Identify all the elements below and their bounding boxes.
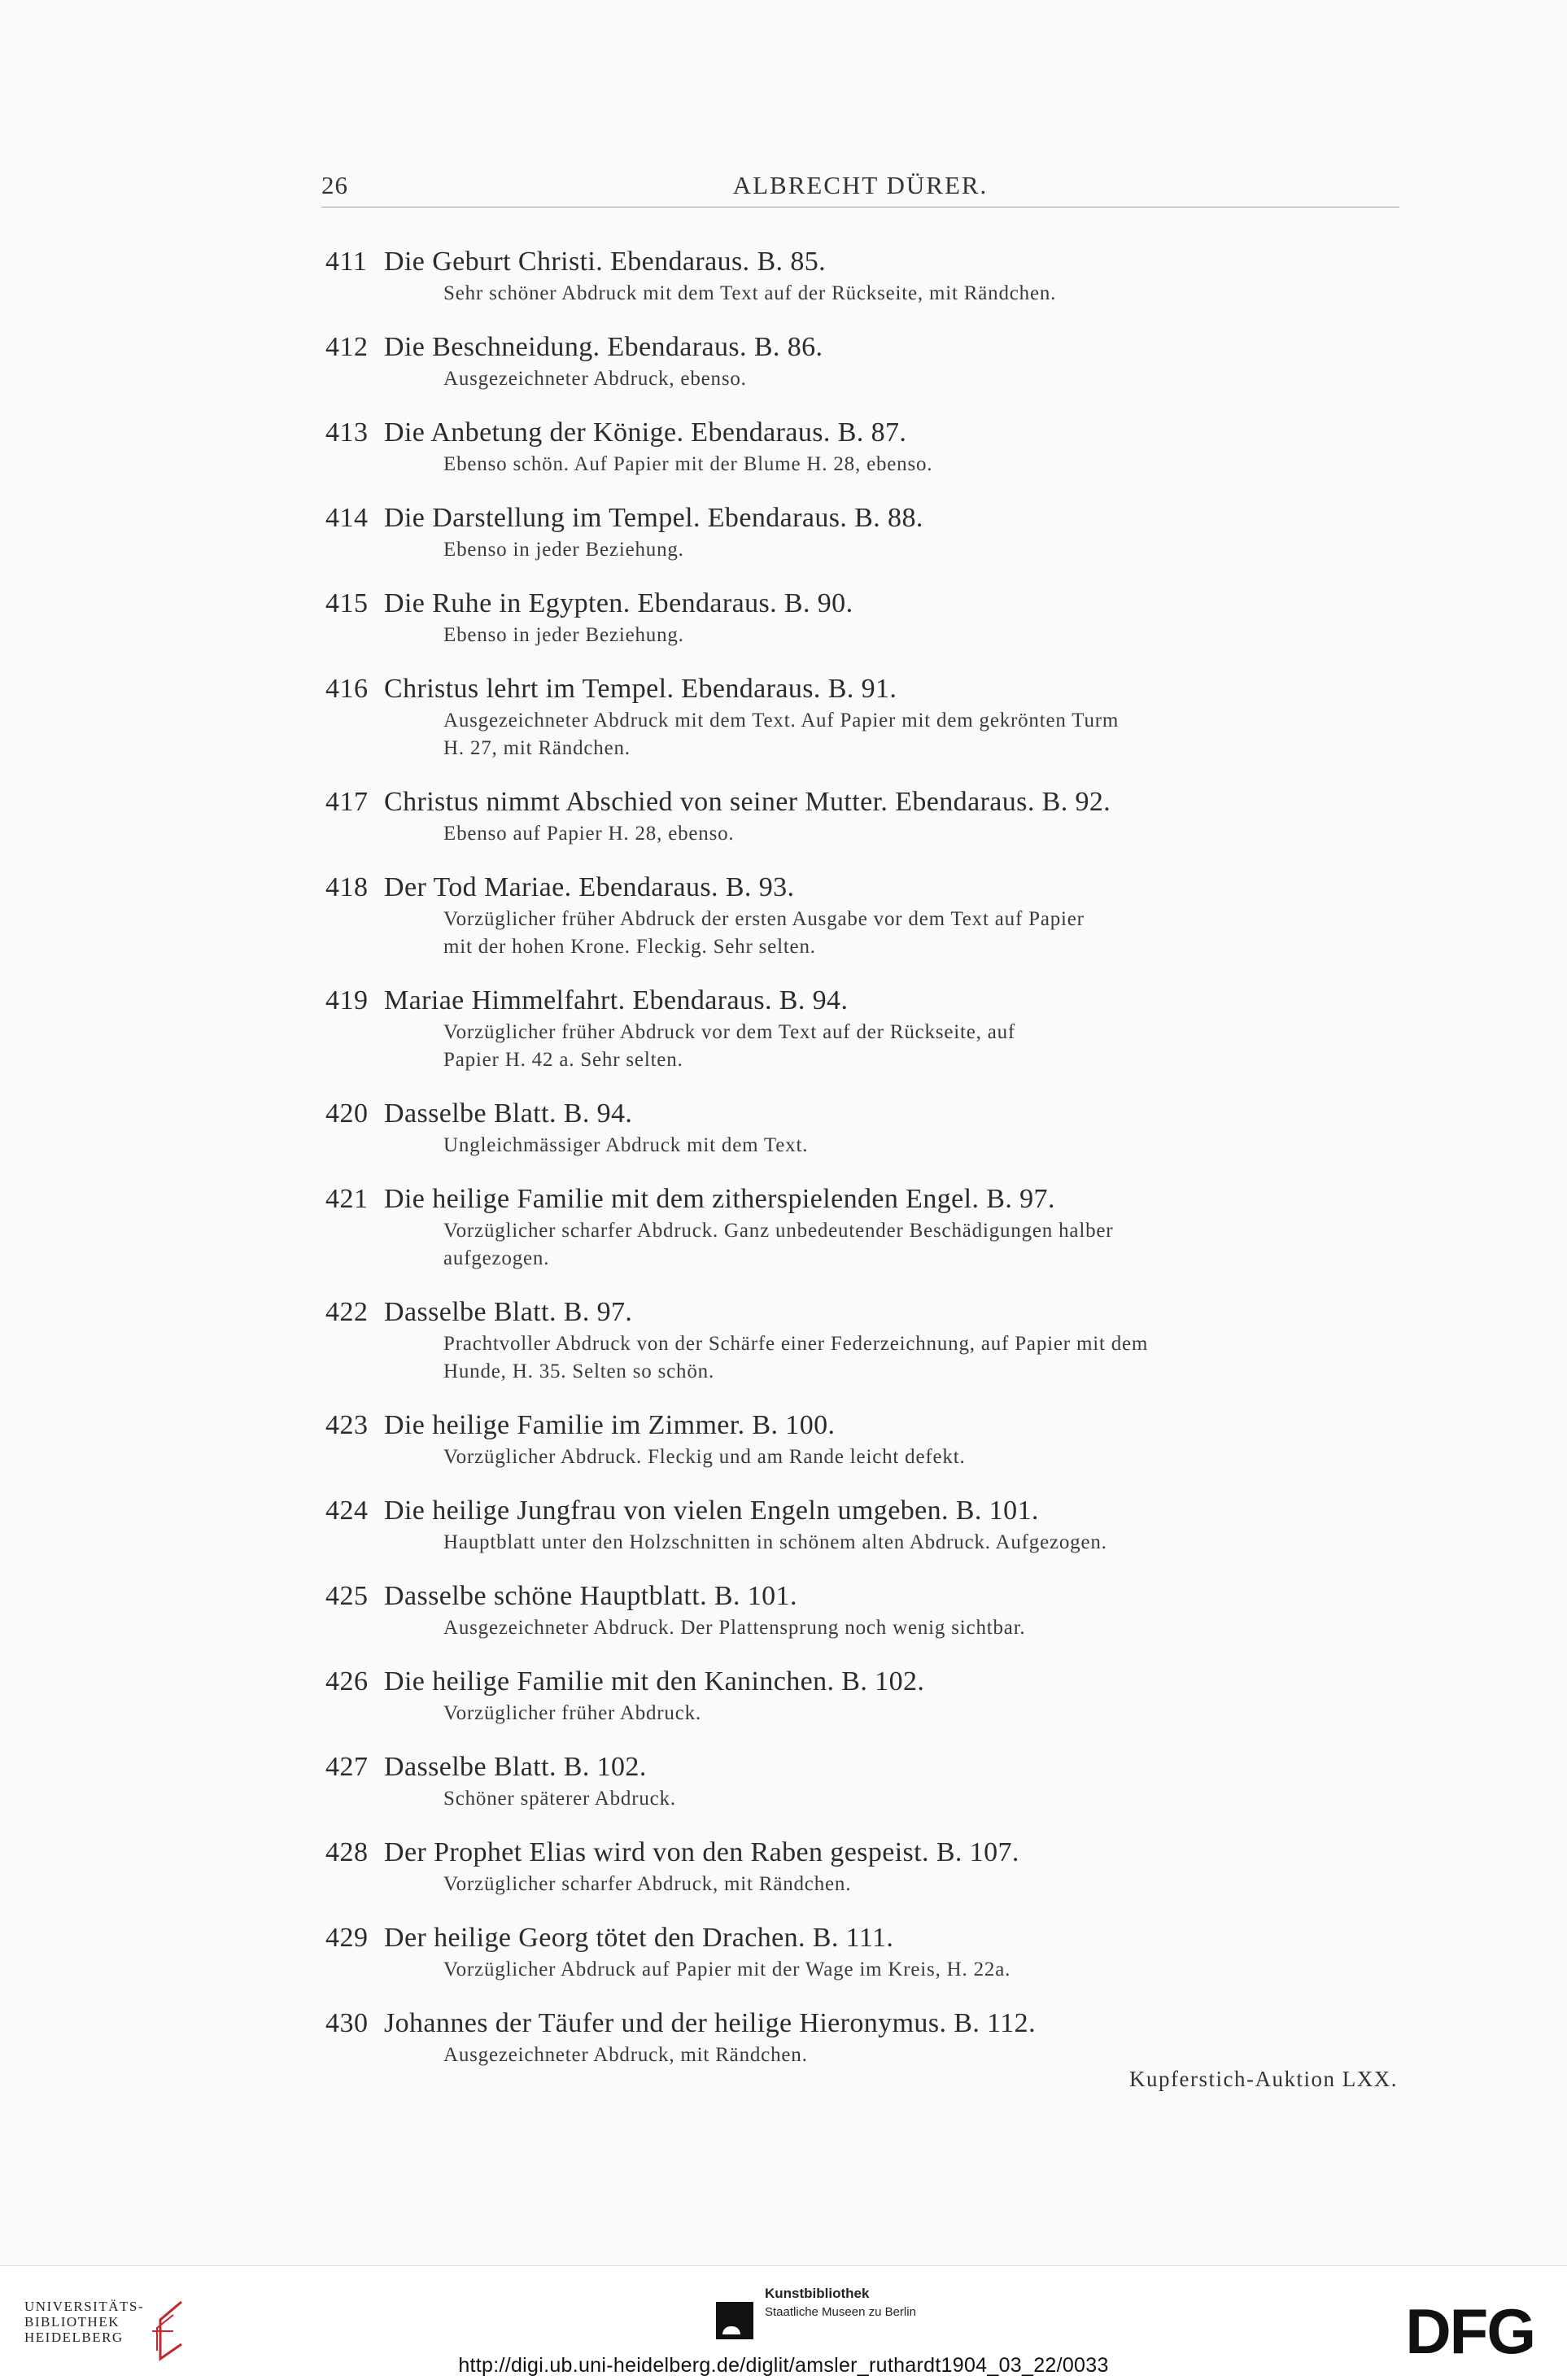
entry-heading (325, 671, 1408, 707)
permalink-url[interactable]: http://digi.ub.uni-heidelberg.de/diglit/amsler_ruthardt1904_03_22/0033 (458, 2354, 1109, 2377)
dfg-logo[interactable]: DFG (1405, 2295, 1534, 2367)
lot-number: 412 (325, 332, 369, 362)
catalogue-entry (325, 1920, 1408, 1984)
entry-description-line: Papier H. 42 a. Sehr selten. (443, 1049, 683, 1071)
catalogue-entry (325, 870, 1408, 961)
entry-title: Die heilige Familie mit den Kaninchen. B. 102. (384, 1666, 925, 1697)
entry-heading (325, 1408, 1408, 1443)
entry-description-line: Ebenso in jeder Beziehung. (443, 539, 684, 561)
catalogue-entry (325, 1295, 1408, 1386)
catalogue-entry (325, 1181, 1408, 1273)
entry-heading (325, 586, 1408, 622)
entry-title: Der Tod Mariae. Ebendaraus. B. 93. (384, 872, 795, 902)
running-title: ALBRECHT DÜRER. (732, 171, 989, 199)
kunstbibliothek-subtitle: Staatliche Museen zu Berlin (765, 2305, 916, 2319)
entry-title: Der heilige Georg tötet den Drachen. B. 111. (384, 1923, 894, 1953)
ub-logo-line: BIBLIOTHEK (24, 2314, 120, 2330)
catalogue-entry (325, 983, 1408, 1074)
catalogue-entry (325, 784, 1408, 848)
entry-heading (325, 1295, 1408, 1330)
entry-description-line: Ausgezeichneter Abdruck. Der Plattensprung noch wenig sichtbar. (443, 1617, 1026, 1639)
entry-description-line: Schöner späterer Abdruck. (443, 1788, 676, 1810)
catalogue-entry (325, 1749, 1408, 1813)
kunstbibliothek-icon (716, 2302, 753, 2339)
entry-heading (325, 1579, 1408, 1614)
entry-title: Die Anbetung der Könige. Ebendaraus. B. 87. (384, 417, 907, 448)
entry-description-line: Vorzüglicher scharfer Abdruck, mit Rändchen. (443, 1873, 852, 1895)
catalogue-entry (325, 244, 1408, 308)
entry-title: Die heilige Familie im Zimmer. B. 100. (384, 1410, 836, 1440)
entry-description-line: aufgezogen. (443, 1247, 550, 1269)
page-number: 26 (321, 171, 348, 199)
entry-title: Die Ruhe in Egypten. Ebendaraus. B. 90. (384, 588, 853, 618)
catalogue-entry (325, 500, 1408, 564)
catalogue-entry (325, 1579, 1408, 1642)
catalogue-entry (325, 1096, 1408, 1159)
lot-number: 418 (325, 872, 369, 902)
lot-number: 420 (325, 1098, 369, 1129)
catalogue-entry (325, 1664, 1408, 1727)
entry-heading (325, 244, 1408, 280)
kunstbibliothek-logo[interactable] (716, 2284, 916, 2339)
entry-title: Die Darstellung im Tempel. Ebendaraus. B. 88. (384, 503, 923, 533)
entry-description-line: Vorzüglicher Abdruck. Fleckig und am Rande leicht defekt. (443, 1446, 966, 1468)
ub-logo-line: HEIDELBERG (24, 2330, 124, 2345)
entry-description-line: H. 27, mit Rändchen. (443, 737, 631, 759)
entry-title: Mariae Himmelfahrt. Ebendaraus. B. 94. (384, 985, 849, 1015)
entry-heading (325, 500, 1408, 536)
entry-description-line: Vorzüglicher Abdruck auf Papier mit der Wage im Kreis, H. 22a. (443, 1959, 1011, 1980)
entry-description-line: Vorzüglicher früher Abdruck der ersten Ausgabe vor dem Text auf Papier (443, 908, 1085, 930)
catalogue-entry (325, 586, 1408, 649)
entry-description-line: Hunde, H. 35. Selten so schön. (443, 1360, 714, 1382)
footer-note: Kupferstich-Auktion LXX. (1129, 2067, 1398, 2091)
lot-number: 414 (325, 503, 369, 533)
catalogue-entry (325, 1408, 1408, 1471)
entry-heading (325, 1749, 1408, 1785)
entry-title: Dasselbe Blatt. B. 97. (384, 1297, 633, 1327)
entry-description-line: Ebenso auf Papier H. 28, ebenso. (443, 823, 735, 845)
ub-logo-line: UNIVERSITÄTS- (24, 2299, 144, 2314)
entry-description-line: Vorzüglicher früher Abdruck. (443, 1702, 701, 1724)
lot-number: 419 (325, 985, 369, 1015)
lot-number: 416 (325, 674, 369, 704)
entry-title: Dasselbe Blatt. B. 94. (384, 1098, 633, 1129)
lot-number: 428 (325, 1837, 369, 1867)
catalogue-entry (325, 1493, 1408, 1557)
entry-heading (325, 1664, 1408, 1700)
lot-number: 422 (325, 1297, 369, 1327)
ub-logo-text (24, 2299, 144, 2345)
entry-heading (325, 1835, 1408, 1871)
entry-heading (325, 330, 1408, 365)
entry-description-line: Sehr schöner Abdruck mit dem Text auf der Rückseite, mit Rändchen. (443, 282, 1057, 304)
entry-heading (325, 2006, 1408, 2042)
entry-heading (325, 1493, 1408, 1529)
entry-title: Die Geburt Christi. Ebendaraus. B. 85. (384, 247, 827, 277)
entry-title: Christus nimmt Abschied von seiner Mutter. Ebendaraus. B. 92. (384, 787, 1111, 817)
lot-number: 426 (325, 1666, 369, 1697)
entry-description-line: Ausgezeichneter Abdruck mit dem Text. Auf Papier mit dem gekrönten Turm (443, 710, 1120, 731)
catalogue-entry (325, 415, 1408, 478)
lot-number: 425 (325, 1581, 369, 1611)
lot-number: 423 (325, 1410, 369, 1440)
entry-title: Die heilige Familie mit dem zitherspielenden Engel. B. 97. (384, 1184, 1055, 1214)
lot-number: 415 (325, 588, 369, 618)
kunstbibliothek-name: Kunstbibliothek (765, 2286, 870, 2301)
entry-description-line: Ausgezeichneter Abdruck, ebenso. (443, 368, 747, 390)
lot-number: 427 (325, 1752, 369, 1782)
entry-title: Christus lehrt im Tempel. Ebendaraus. B. 91. (384, 674, 897, 704)
entry-description-line: Ebenso schön. Auf Papier mit der Blume H. 28, ebenso. (443, 453, 933, 475)
entry-description-line: Vorzüglicher früher Abdruck vor dem Text auf der Rückseite, auf (443, 1021, 1016, 1043)
entry-heading (325, 983, 1408, 1019)
lot-number: 411 (325, 247, 368, 277)
entry-description-line: Hauptblatt unter den Holzschnitten in schönem alten Abdruck. Aufgezogen. (443, 1531, 1107, 1553)
entry-description-line: Prachtvoller Abdruck von der Schärfe einer Federzeichnung, auf Papier mit dem (443, 1333, 1149, 1355)
catalogue-entries (325, 244, 1408, 2091)
lot-number: 421 (325, 1184, 369, 1214)
entry-heading (325, 784, 1408, 820)
catalogue-entry (325, 671, 1408, 762)
entry-description-line: Ungleichmässiger Abdruck mit dem Text. (443, 1134, 809, 1156)
entry-title: Johannes der Täufer und der heilige Hieronymus. B. 112. (384, 2008, 1036, 2038)
lot-number: 424 (325, 1496, 369, 1526)
entry-description-line: mit der hohen Krone. Fleckig. Sehr selten. (443, 936, 816, 958)
entry-heading (325, 870, 1408, 906)
lot-number: 417 (325, 787, 369, 817)
entry-description-line: Vorzüglicher scharfer Abdruck. Ganz unbedeutender Beschädigungen halber (443, 1220, 1114, 1242)
lot-number: 413 (325, 417, 369, 448)
viewer-footer-bar (0, 2265, 1567, 2380)
lot-number: 430 (325, 2008, 369, 2038)
lot-number: 429 (325, 1923, 369, 1953)
entry-description-line: Ausgezeichneter Abdruck, mit Rändchen. (443, 2044, 808, 2066)
kunstbibliothek-text (765, 2284, 916, 2321)
entry-heading (325, 1096, 1408, 1132)
entry-heading (325, 415, 1408, 451)
entry-title: Die heilige Jungfrau von vielen Engeln umgeben. B. 101. (384, 1496, 1039, 1526)
catalogue-entry (325, 1835, 1408, 1898)
entry-description-line: Ebenso in jeder Beziehung. (443, 624, 684, 646)
page-header (321, 166, 1399, 207)
catalogue-entry (325, 2006, 1408, 2069)
entry-heading (325, 1181, 1408, 1217)
entry-title: Dasselbe Blatt. B. 102. (384, 1752, 647, 1782)
entry-title: Dasselbe schöne Hauptblatt. B. 101. (384, 1581, 797, 1611)
entry-title: Die Beschneidung. Ebendaraus. B. 86. (384, 332, 823, 362)
catalogue-entry (325, 330, 1408, 393)
entry-heading (325, 1920, 1408, 1956)
entry-title: Der Prophet Elias wird von den Raben gespeist. B. 107. (384, 1837, 1019, 1867)
